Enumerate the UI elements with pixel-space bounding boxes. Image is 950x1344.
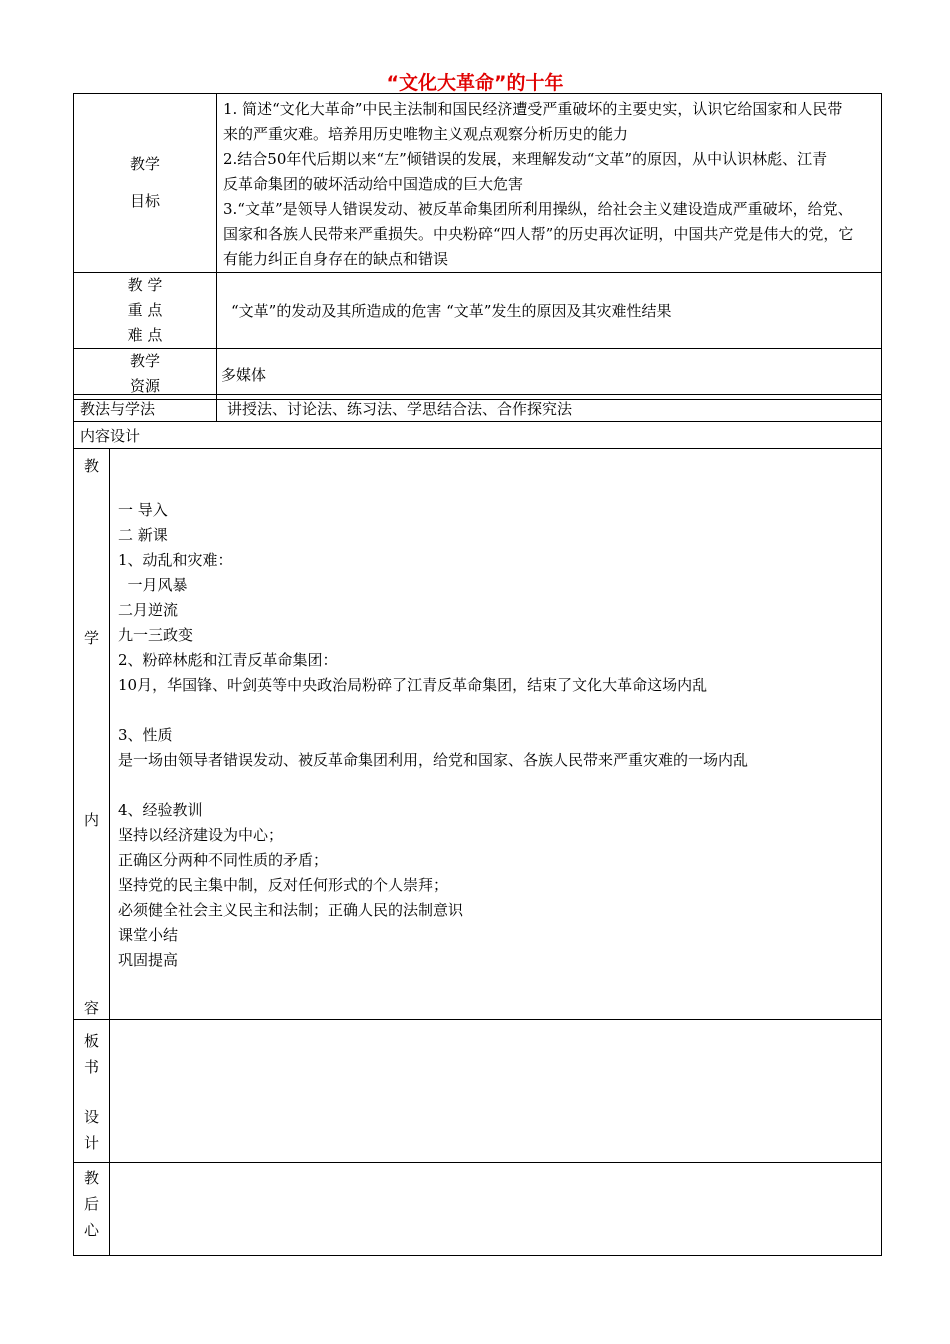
resources-row [74, 349, 882, 400]
goals-label [74, 94, 217, 273]
teaching-content-row [74, 449, 882, 1020]
key-points-label-line2: 重 点 [127, 301, 163, 319]
content-line [118, 698, 873, 723]
content-line: 二月逆流 [118, 601, 179, 619]
resources-label-line1: 教学 [129, 352, 160, 370]
lesson-plan-table-lower [73, 394, 882, 1256]
teaching-content-lines [110, 449, 881, 973]
methods-text: 讲授法、讨论法、练习法、学思结合法、合作探究法 [217, 395, 882, 422]
content-line [118, 773, 873, 798]
key-points-label-line3: 难 点 [127, 326, 163, 344]
reflection-label-char: 心 [83, 1221, 99, 1239]
content-design-row [74, 422, 882, 449]
reflection-label-char: 后 [83, 1195, 99, 1213]
content-line: 一月风暴 [118, 576, 188, 594]
content-line: 九一三政变 [118, 626, 194, 644]
content-line: 二 新课 [118, 526, 168, 544]
goal-line: 来的严重灾难。培养用历史唯物主义观点观察分析历史的能力 [223, 125, 629, 143]
key-points-row [74, 273, 882, 349]
goals-cell [217, 94, 882, 273]
reflection-label-char: 教 [83, 1169, 99, 1187]
content-label-char: 内 [83, 811, 99, 829]
resources-label [74, 349, 217, 400]
methods-row [74, 395, 882, 422]
key-points-label [74, 273, 217, 349]
reflection-label [74, 1163, 110, 1256]
goal-line: 有能力纠正自身存在的缺点和错误 [223, 250, 449, 268]
methods-label: 教法与学法 [74, 395, 217, 422]
board-design-label [74, 1020, 110, 1163]
content-line: 10月，华国锋、叶剑英等中央政治局粉碎了江青反革命集团，结束了文化大革命这场内乱 [118, 676, 708, 694]
board-label-char: 计 [83, 1134, 99, 1152]
content-line: 必须健全社会主义民主和法制；正确人民的法制意识 [118, 901, 464, 919]
goal-line: 3.“文革”是领导人错误发动、被反革命集团所利用操纵，给社会主义建设造成严重破坏，给党、 [223, 200, 853, 218]
teaching-content-label [74, 449, 110, 1020]
board-design-row [74, 1020, 882, 1163]
document-title: “文化大革命”的十年 [386, 72, 564, 94]
content-line: 1、动乱和灾难： [118, 551, 233, 569]
goal-line: 1. 简述“文化大革命”中民主法制和国民经济遭受严重破坏的主要史实，认识它给国家和人民带 [223, 100, 843, 118]
content-label-char: 容 [83, 999, 99, 1017]
board-label-char: 板 [83, 1032, 99, 1050]
goals-label-line1: 教学 [129, 155, 160, 173]
reflection-cell [110, 1163, 882, 1256]
content-line: 巩固提高 [118, 951, 179, 969]
key-points-cell [217, 273, 882, 349]
reflection-row [74, 1163, 882, 1256]
goals-row [74, 94, 882, 273]
content-line: 2、粉碎林彪和江青反革命集团： [118, 651, 338, 669]
resources-text: 多媒体 [221, 365, 267, 384]
content-label-char: 学 [83, 629, 99, 647]
content-line: 坚持党的民主集中制，反对任何形式的个人崇拜； [118, 876, 449, 894]
board-label-char: 书 [83, 1058, 99, 1076]
goals-label-line2: 目标 [129, 192, 160, 210]
key-points-text: “文革”的发动及其所造成的危害 “文革”发生的原因及其灾难性结果 [231, 302, 672, 320]
goals-text [217, 94, 881, 272]
content-line: 是一场由领导者错误发动、被反革命集团利用，给党和国家、各族人民带来严重灾难的一场内乱 [118, 751, 749, 769]
content-line: 3、性质 [118, 726, 173, 744]
content-line: 课堂小结 [118, 926, 179, 944]
content-line: 4、经验教训 [118, 801, 203, 819]
resources-cell [217, 349, 882, 400]
key-points-label-line1: 教 学 [127, 276, 163, 294]
content-line: 坚持以经济建设为中心； [118, 826, 284, 844]
lesson-plan-table [73, 93, 882, 400]
content-line: 正确区分两种不同性质的矛盾； [118, 851, 329, 869]
goal-line: 反革命集团的破坏活动给中国造成的巨大危害 [223, 175, 524, 193]
board-label-char: 设 [83, 1108, 99, 1126]
goal-line: 2.结合50年代后期以来“左”倾错误的发展，来理解发动“文革”的原因，从中认识林彪、江青 [223, 150, 828, 168]
goal-line: 国家和各族人民带来严重损失。中央粉碎“四人帮”的历史再次证明，中国共产党是伟大的党，它 [223, 225, 854, 243]
board-design-cell [110, 1020, 882, 1163]
resources-label-line2: 资源 [129, 377, 160, 395]
content-design-label: 内容设计 [74, 422, 882, 449]
teaching-content-cell [110, 449, 882, 1020]
content-line: 一 导入 [118, 501, 168, 519]
content-label-char: 教 [83, 457, 99, 475]
